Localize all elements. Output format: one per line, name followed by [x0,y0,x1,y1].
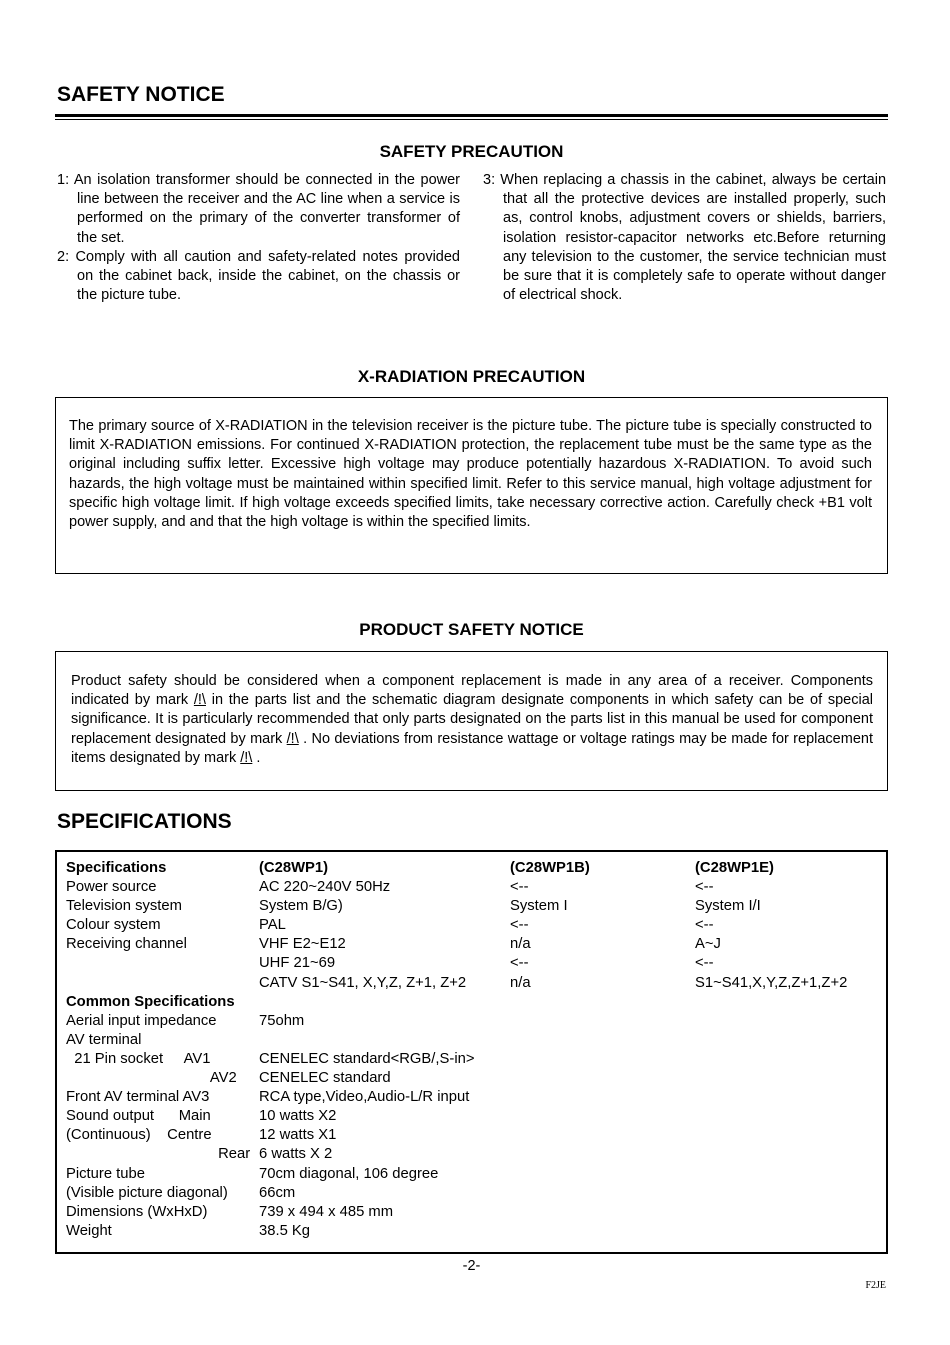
common-spec-value: 66cm [259,1184,296,1201]
spec-cell: UHF 21~69 [259,955,336,972]
spec-cell: Receiving channel [66,936,187,953]
spec-row [66,916,885,935]
spec-cell: A~J [695,936,721,953]
spec-cell [66,954,259,973]
spec-cell: S1~S41,X,Y,Z,Z+1,Z+2 [695,974,848,991]
specifications-table [66,859,885,1241]
common-spec-row [66,1203,885,1222]
precaution-item [57,171,460,248]
precaution-item [483,171,886,305]
precaution-item-number: 1: [57,172,70,188]
product-safety-text-part: Product safety should be considered when a component replacement is made in any area of a receiver. Components indicated by mark [71,673,873,709]
common-spec-value: 10 watts X2 [259,1108,337,1125]
spec-header-cell: Specifications [66,860,167,876]
common-spec-value: 70cm diagonal, 106 degree [259,1165,439,1182]
spec-cell: <-- [510,917,529,934]
specifications-title: SPECIFICATIONS [57,810,232,833]
spec-cell: <-- [695,955,714,972]
common-spec-row [66,1126,885,1145]
safety-mark-symbol: /!\ [240,749,253,766]
common-spec-value: CENELEC standard [259,1070,391,1087]
common-spec-value: RCA type,Video,Audio-L/R input [259,1089,470,1106]
spec-row [66,897,885,916]
common-spec-row [66,1050,885,1069]
precaution-item-number: 3: [483,172,496,188]
title-rule-thin [55,119,888,120]
spec-cell: Power source [66,879,157,896]
footer-code: F2JE [865,1280,886,1291]
common-spec-row [66,1145,885,1164]
xradiation-text: The primary source of X-RADIATION in the television receiver is the picture tube. The picture tube is specially constructed to limit X-RADIATION emissions. For continued X-RADIATION protection, the replacement tube must be the same type as the original including suffix letter. Excessive high voltage may produce potentially hazardous X-RADIATION. To avoid such hazards, the high voltage must be maintained within specified limit. Refer to this service manual, high voltage adjustment for specific high voltage limit. If high voltage exceeds specified limits, take necessary corrective action. Carefully check +B1 volt power supply, and and that the high voltage is within the specified limits. [69,418,872,531]
common-spec-label: Aerial input impedance [66,1012,217,1029]
spec-header-cell: (C28WP1E) [695,860,774,876]
precaution-item-text: Comply with all caution and safety-related notes provided on the cabinet back, inside the cabinet, on the chassis or the picture tube. [75,248,460,304]
common-spec-value: CENELEC standard<RGB/,S-in> [259,1050,475,1067]
page-number: -2- [462,1258,481,1274]
spec-cell: Colour system [66,917,161,934]
precaution-item-number: 2: [57,248,70,265]
common-spec-label: Sound output Main [66,1108,211,1125]
spec-cell: <-- [510,955,529,972]
spec-cell: <-- [695,917,714,934]
safety-mark-symbol: /!\ [193,692,206,709]
common-spec-label: Rear [66,1146,251,1163]
safety-precaution-right-column [483,171,886,305]
product-safety-text [71,672,873,768]
xradiation-box [55,397,888,574]
spec-cell: Television system [66,898,182,915]
common-spec-label: Dimensions (WxHxD) [66,1203,208,1220]
spec-cell: n/a [510,974,531,991]
precaution-item [57,248,460,306]
spec-header-cell: (C28WP1B) [510,860,590,876]
common-spec-row [66,1031,885,1050]
spec-header-row [66,859,885,878]
common-spec-value: 739 x 494 x 485 mm [259,1203,394,1220]
spec-cell: System B/G) [259,898,343,915]
product-safety-box [55,651,888,791]
common-spec-label: (Visible picture diagonal) [66,1184,228,1201]
page-title: SAFETY NOTICE [57,83,225,106]
spec-header-cell: (C28WP1) [259,860,329,876]
spec-cell: <-- [510,879,529,896]
spec-cell: System I/I [695,898,761,915]
common-spec-row [66,1069,885,1088]
common-spec-label: (Continuous) Centre [66,1127,212,1144]
spec-cell [66,974,259,993]
spec-cell: n/a [510,936,531,953]
common-spec-value: 38.5 Kg [259,1222,311,1239]
common-spec-row [66,1222,885,1241]
common-spec-label: Front AV terminal AV3 [66,1089,210,1106]
precaution-item-text: When replacing a chassis in the cabinet, always be certain that all the protective devices are installed properly, such as, control knobs, adjustment covers or shields, barriers, isolation resistor-capacitor networks etc.Before returning any television to the customer, the service technician must be sure that it is completely safe to operate without danger of electrical shock. [500,172,887,304]
common-spec-heading: Common Specifications [66,993,235,1010]
common-spec-value [259,1031,885,1050]
spec-cell: CATV S1~S41, X,Y,Z, Z+1, Z+2 [259,974,467,991]
product-safety-text-part: . [252,749,261,766]
common-spec-label: AV terminal [66,1031,142,1048]
common-spec-value: 75ohm [259,1012,305,1029]
safety-precaution-left-column [57,171,460,305]
title-rule-thick [55,114,888,117]
spec-cell: VHF E2~E12 [259,936,346,953]
spec-row [66,954,885,973]
product-safety-text-part: . No deviations from resistance wattage or voltage ratings may be made for replacement items designated by mark [71,730,873,766]
common-spec-value: 6 watts X 2 [259,1146,333,1163]
specifications-box [55,850,888,1254]
spec-row [66,878,885,897]
spec-row [66,974,885,993]
product-safety-text-part: in the parts list and the schematic diagram designate components in which safety can be of special significance. It is particularly recommended that only parts designated on the parts list in this manual be used for component replacement designated by mark [71,692,873,747]
product-safety-heading: PRODUCT SAFETY NOTICE [359,620,584,639]
spec-cell: System I [510,898,568,915]
xradiation-heading: X-RADIATION PRECAUTION [357,367,586,386]
common-spec-label: AV2 [66,1070,237,1087]
common-spec-heading-row [66,993,885,1012]
precaution-item-text: An isolation transformer should be connected in the power line between the receiver and the AC line when a service is performed on the primary of the converter transformer of the set. [73,172,460,246]
spec-cell: AC 220~240V 50Hz [259,879,391,896]
spec-cell: <-- [695,879,714,896]
safety-mark-symbol: /!\ [286,730,299,747]
common-spec-row [66,1088,885,1107]
common-spec-label: 21 Pin socket AV1 [66,1050,211,1067]
common-spec-value: 12 watts X1 [259,1127,337,1144]
common-spec-label: Weight [66,1222,112,1239]
common-spec-label: Picture tube [66,1165,145,1182]
common-spec-row [66,1107,885,1126]
common-spec-row [66,1165,885,1184]
spec-cell: PAL [259,917,286,934]
safety-precaution-heading: SAFETY PRECAUTION [379,142,564,161]
common-spec-row [66,1012,885,1031]
common-spec-row [66,1184,885,1203]
spec-row [66,935,885,954]
